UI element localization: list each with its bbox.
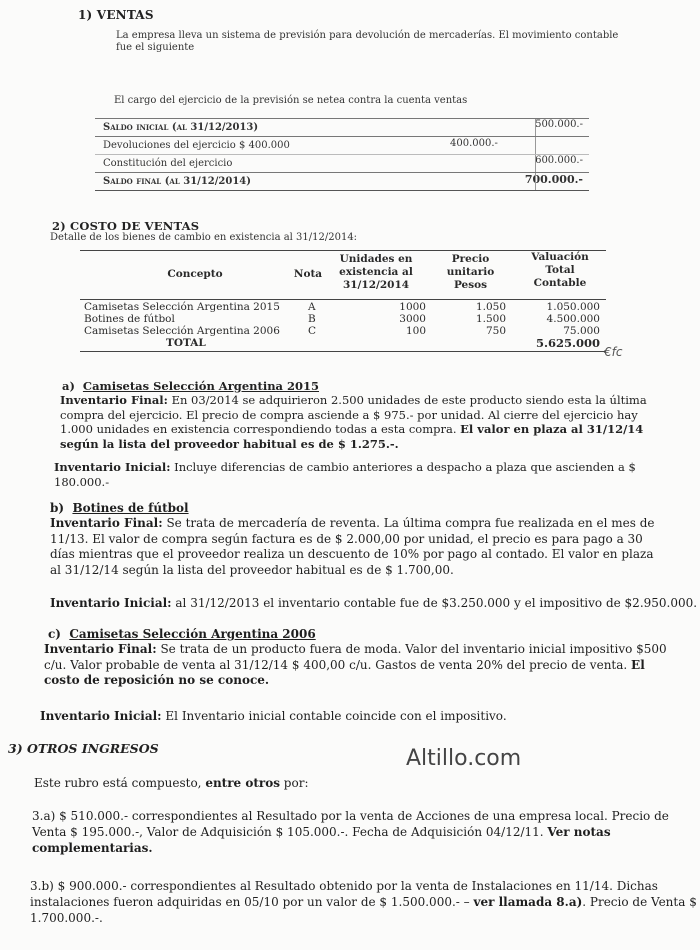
row-amount: 700.000.-	[524, 173, 583, 186]
otros-b-post: . Precio de Venta $ 1.700.000.-.	[30, 895, 697, 925]
otros-intro	[34, 776, 308, 792]
table-row	[80, 313, 606, 325]
row-amount: 500.000.-	[535, 119, 583, 130]
cell-unidades: 100	[405, 325, 426, 337]
item-c-inicial-text: El Inventario inicial contable coincide con el impositivo.	[165, 709, 507, 723]
row-label: Devoluciones del ejercicio $ 400.000	[103, 140, 290, 151]
item-letter: c)	[48, 627, 61, 641]
item-a-final-bold: El valor en plaza al 31/12/14 según la lista del proveedor habitual es de $ 1.275.-.	[60, 422, 644, 451]
otros-b-bold: ver llamada 8.a)	[473, 895, 583, 909]
item-c-final-text: Se trata de un producto fuera de moda. Valor del inventario inicial impositivo $500 c/u. Valor probable de venta al 31/12/14 $ 400,00 c/u. Gastos de venta 20% del precio de venta.	[44, 642, 667, 672]
otros-a-text: 3.a) $ 510.000.- correspondientes al Resultado por la venta de Acciones de una empresa local. Precio de Venta $ 195.000.-, Valor de Adquisición $ 105.000.-. Fecha de Adquisición 04/12/11.	[32, 809, 669, 839]
label-inventario-inicial: Inventario Inicial:	[54, 460, 171, 474]
ventas-table	[95, 118, 589, 191]
cell-concepto: Camisetas Selección Argentina 2006	[84, 325, 280, 337]
row-amount: 600.000.-	[535, 155, 583, 166]
table-row	[95, 137, 589, 155]
label-inventario-inicial: Inventario Inicial:	[40, 709, 162, 723]
section-heading-otros: 3) OTROS INGRESOS	[8, 741, 159, 756]
section-heading-ventas: 1) VENTAS	[78, 8, 154, 22]
total-label: TOTAL	[166, 337, 206, 349]
costo-table	[80, 250, 606, 352]
label-inventario-final: Inventario Final:	[50, 516, 163, 530]
handwritten-note: €fc	[604, 345, 623, 359]
table-row	[80, 301, 606, 313]
item-title: Botines de fútbol	[72, 501, 189, 515]
table-row	[95, 155, 589, 173]
costo-subtitle: Detalle de los bienes de cambio en existencia al 31/12/2014:	[50, 232, 358, 243]
item-b-heading	[50, 501, 189, 517]
table-row	[80, 325, 606, 337]
cell-concepto: Botines de fútbol	[84, 313, 175, 325]
otros-intro-post: por:	[279, 776, 309, 790]
col-unidades: Unidades en existencia al 31/12/2014	[339, 253, 413, 291]
col-precio: Precio unitario Pesos	[446, 253, 495, 291]
cell-concepto: Camisetas Selección Argentina 2015	[84, 301, 280, 313]
row-mid-amount: 400.000.-	[450, 138, 498, 149]
item-c-final-bold: El costo de reposición no se conoce.	[44, 657, 645, 687]
otros-a-bold: Ver notas complementarias.	[32, 825, 611, 855]
item-a-inicial-text: Incluye diferencias de cambio anteriores a despacho a plaza que ascienden a $ 180.000.-	[54, 460, 636, 489]
item-b-inicial-text: al 31/12/2013 el inventario contable fue de $3.250.000 y el impositivo de $2.950.000.	[175, 596, 698, 610]
item-c-final	[44, 642, 676, 689]
cell-precio: 1.050	[475, 301, 506, 313]
item-b-final-text: Se trata de mercadería de reventa. La última compra fue realizada en el mes de 11/13. El valor de compra según factura es de $ 2.000,00 por unidad, el precio es para pago a 30 días mientras que el proveedor realiza un descuento de 10% por pago al contado. El valor en plaza al 31/12/14 según la lista del proveedor habitual es de $ 1.700,00.	[50, 516, 655, 577]
cell-nota: A	[308, 301, 316, 313]
row-label: Saldo inicial (al 31/12/2013)	[103, 122, 259, 133]
item-a-final	[60, 393, 652, 451]
item-c-heading	[48, 627, 316, 643]
otros-item-a	[32, 808, 696, 856]
total-value: 5.625.000	[535, 336, 600, 350]
item-b-final	[50, 516, 664, 578]
cell-unidades: 1000	[399, 301, 426, 313]
cell-unidades: 3000	[399, 313, 426, 325]
watermark: Altillo.com	[406, 746, 522, 771]
ventas-intro: La empresa lleva un sistema de previsión para devolución de mercaderías. El movimiento contable fue el siguiente	[116, 30, 619, 53]
cell-valuacion: 4.500.000	[546, 313, 600, 325]
section-heading-costo: 2) COSTO DE VENTAS	[52, 219, 200, 233]
col-valuacion: Valuación Total Contable	[531, 251, 589, 289]
table-row	[95, 118, 589, 137]
item-a-inicial	[54, 460, 652, 489]
row-label: Saldo final (al 31/12/2014)	[103, 176, 251, 187]
table-header	[80, 250, 606, 300]
col-concepto: Concepto	[167, 268, 223, 280]
otros-intro-pre: Este rubro está compuesto,	[34, 776, 206, 790]
cell-precio: 750	[485, 325, 506, 337]
total-row	[80, 337, 606, 352]
item-a-heading	[62, 379, 319, 394]
cell-nota: C	[308, 325, 317, 337]
cell-valuacion: 75.000	[563, 325, 600, 337]
item-title: Camisetas Selección Argentina 2015	[82, 379, 320, 393]
item-title: Camisetas Selección Argentina 2006	[69, 627, 316, 641]
cell-precio: 1.500	[475, 313, 506, 325]
ventas-note: El cargo del ejercicio de la previsión se netea contra la cuenta ventas	[114, 95, 468, 106]
otros-b-text: 3.b) $ 900.000.- correspondientes al Resultado obtenido por la venta de Instalaciones en 11/14. Dichas instalaciones fueron adquiridas en 05/10 por un valor de $ 1.500.000.- –	[30, 879, 658, 909]
cell-nota: B	[308, 313, 316, 325]
otros-item-b	[30, 878, 698, 926]
cell-valuacion: 1.050.000	[546, 301, 600, 313]
table-row	[95, 173, 589, 191]
item-b-inicial	[50, 596, 697, 612]
label-inventario-inicial: Inventario Inicial:	[50, 596, 172, 610]
item-c-inicial	[40, 709, 507, 725]
col-nota: Nota	[293, 268, 323, 280]
otros-intro-bold: entre otros	[205, 776, 280, 790]
row-label: Constitución del ejercicio	[103, 158, 233, 169]
item-letter: a)	[62, 379, 75, 393]
item-letter: b)	[50, 501, 65, 515]
item-a-final-text: En 03/2014 se adquirieron 2.500 unidades de este producto siendo esta la última compra del ejercicio. El precio de compra asciende a $ 975.- por unidad. Al cierre del ejercicio hay 1.000 unidades en existencia correspondiendo todas a esta compra.	[60, 393, 647, 436]
label-inventario-final: Inventario Final:	[60, 393, 168, 407]
label-inventario-final: Inventario Final:	[44, 642, 157, 656]
